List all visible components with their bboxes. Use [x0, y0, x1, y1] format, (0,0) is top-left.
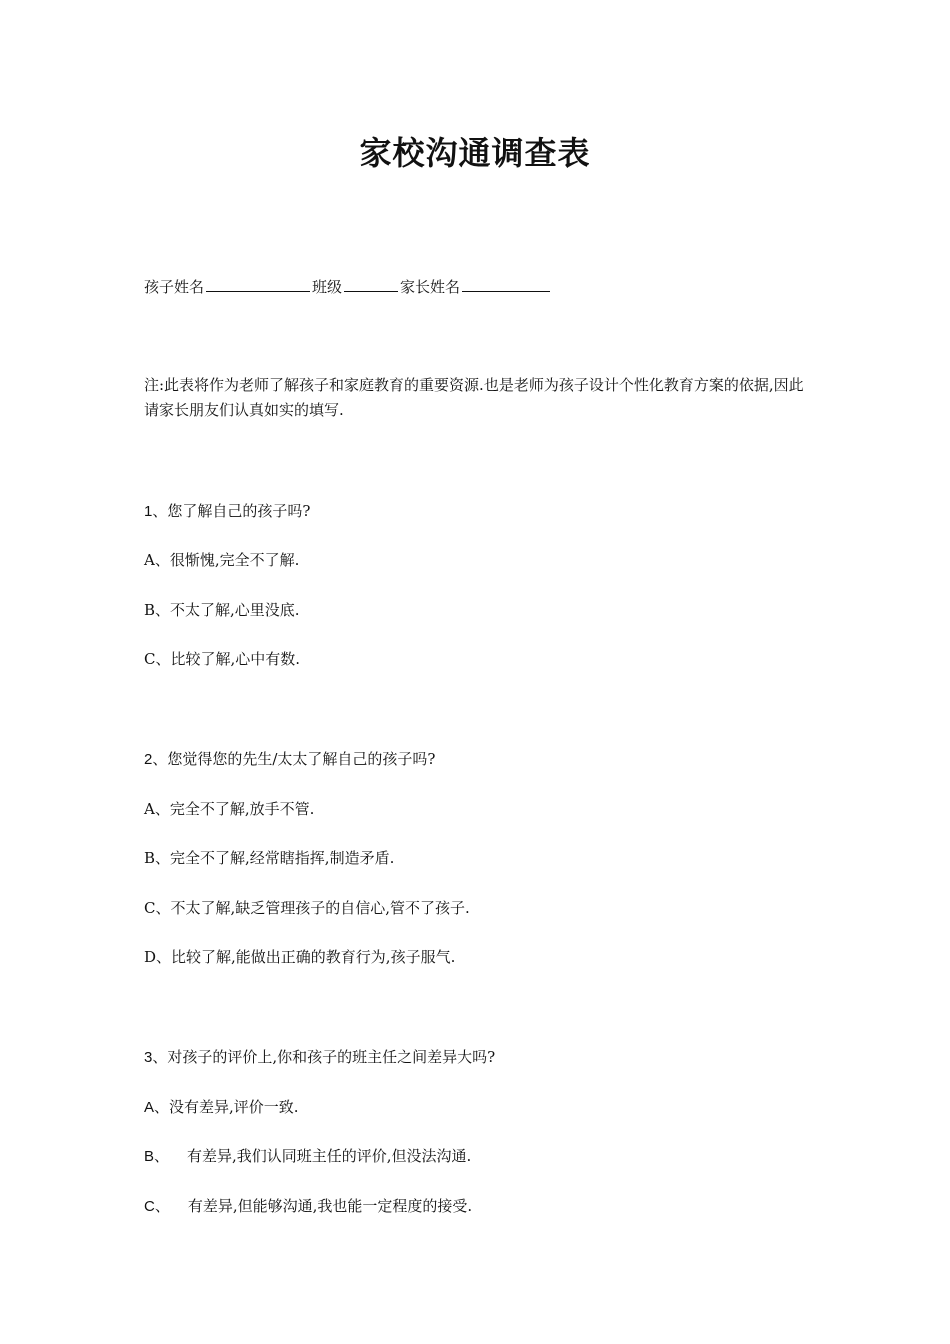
option-key: B、 — [144, 1148, 170, 1165]
question-text: 对孩子的评价上,你和孩子的班主任之间差异大吗? — [167, 1048, 496, 1066]
option-2d — [144, 945, 455, 969]
info-line — [144, 275, 552, 299]
option-key: B、 — [144, 601, 171, 619]
option-2c — [144, 896, 470, 920]
option-key: A、 — [144, 800, 170, 818]
option-3a — [144, 1095, 299, 1120]
option-1a — [144, 548, 299, 572]
option-2a — [144, 797, 314, 821]
option-1b — [144, 598, 300, 622]
option-text: 比较了解,心中有数. — [170, 650, 301, 668]
option-text: 不太了解,心里没底. — [170, 601, 300, 619]
option-text: 没有差异,评价一致. — [169, 1098, 299, 1116]
question-2 — [144, 747, 435, 772]
question-text: 您觉得您的先生/太太了解自己的孩子吗? — [167, 750, 436, 768]
option-key: C、 — [144, 899, 171, 917]
option-key: C、 — [144, 650, 171, 668]
option-text: 不太了解,缺乏管理孩子的自信心,管不了孩子. — [170, 899, 470, 917]
question-number: 1、 — [144, 503, 168, 520]
option-3c — [144, 1194, 472, 1219]
option-key: A、 — [144, 551, 170, 569]
question-number: 3、 — [144, 1049, 168, 1066]
page-title: 家校沟通调查表 — [359, 134, 591, 172]
question-text: 您了解自己的孩子吗? — [167, 502, 311, 520]
option-3b — [144, 1144, 471, 1169]
option-key: C、 — [144, 1198, 170, 1215]
note-paragraph: 注:此表将作为老师了解孩子和家庭教育的重要资源.也是老师为孩子设计个性化教育方案的依据,因此请家长朋友们认真如实的填写. — [144, 376, 804, 419]
option-text: 很惭愧,完全不了解. — [169, 551, 300, 569]
option-text: 有差异,我们认同班主任的评价,但没法沟通. — [187, 1147, 472, 1165]
option-text: 完全不了解,经常瞎指挥,制造矛盾. — [170, 849, 395, 867]
child-name-label: 孩子姓名 — [144, 278, 205, 296]
option-2b — [144, 846, 394, 870]
question-number: 2、 — [144, 751, 168, 768]
option-text: 有差异,但能够沟通,我也能一定程度的接受. — [187, 1197, 473, 1215]
child-name-blank[interactable] — [206, 276, 310, 292]
option-text: 比较了解,能做出正确的教育行为,孩子服气. — [171, 948, 456, 966]
option-text: 完全不了解,放手不管. — [169, 800, 315, 818]
option-key: D、 — [144, 948, 172, 966]
question-3 — [144, 1045, 495, 1070]
class-blank[interactable] — [344, 276, 398, 292]
question-1 — [144, 499, 310, 524]
class-label: 班级 — [312, 278, 343, 296]
option-key: B、 — [144, 849, 171, 867]
parent-name-blank[interactable] — [462, 276, 550, 292]
option-key: A、 — [144, 1099, 170, 1116]
parent-name-label: 家长姓名 — [400, 278, 461, 296]
option-1c — [144, 647, 300, 671]
